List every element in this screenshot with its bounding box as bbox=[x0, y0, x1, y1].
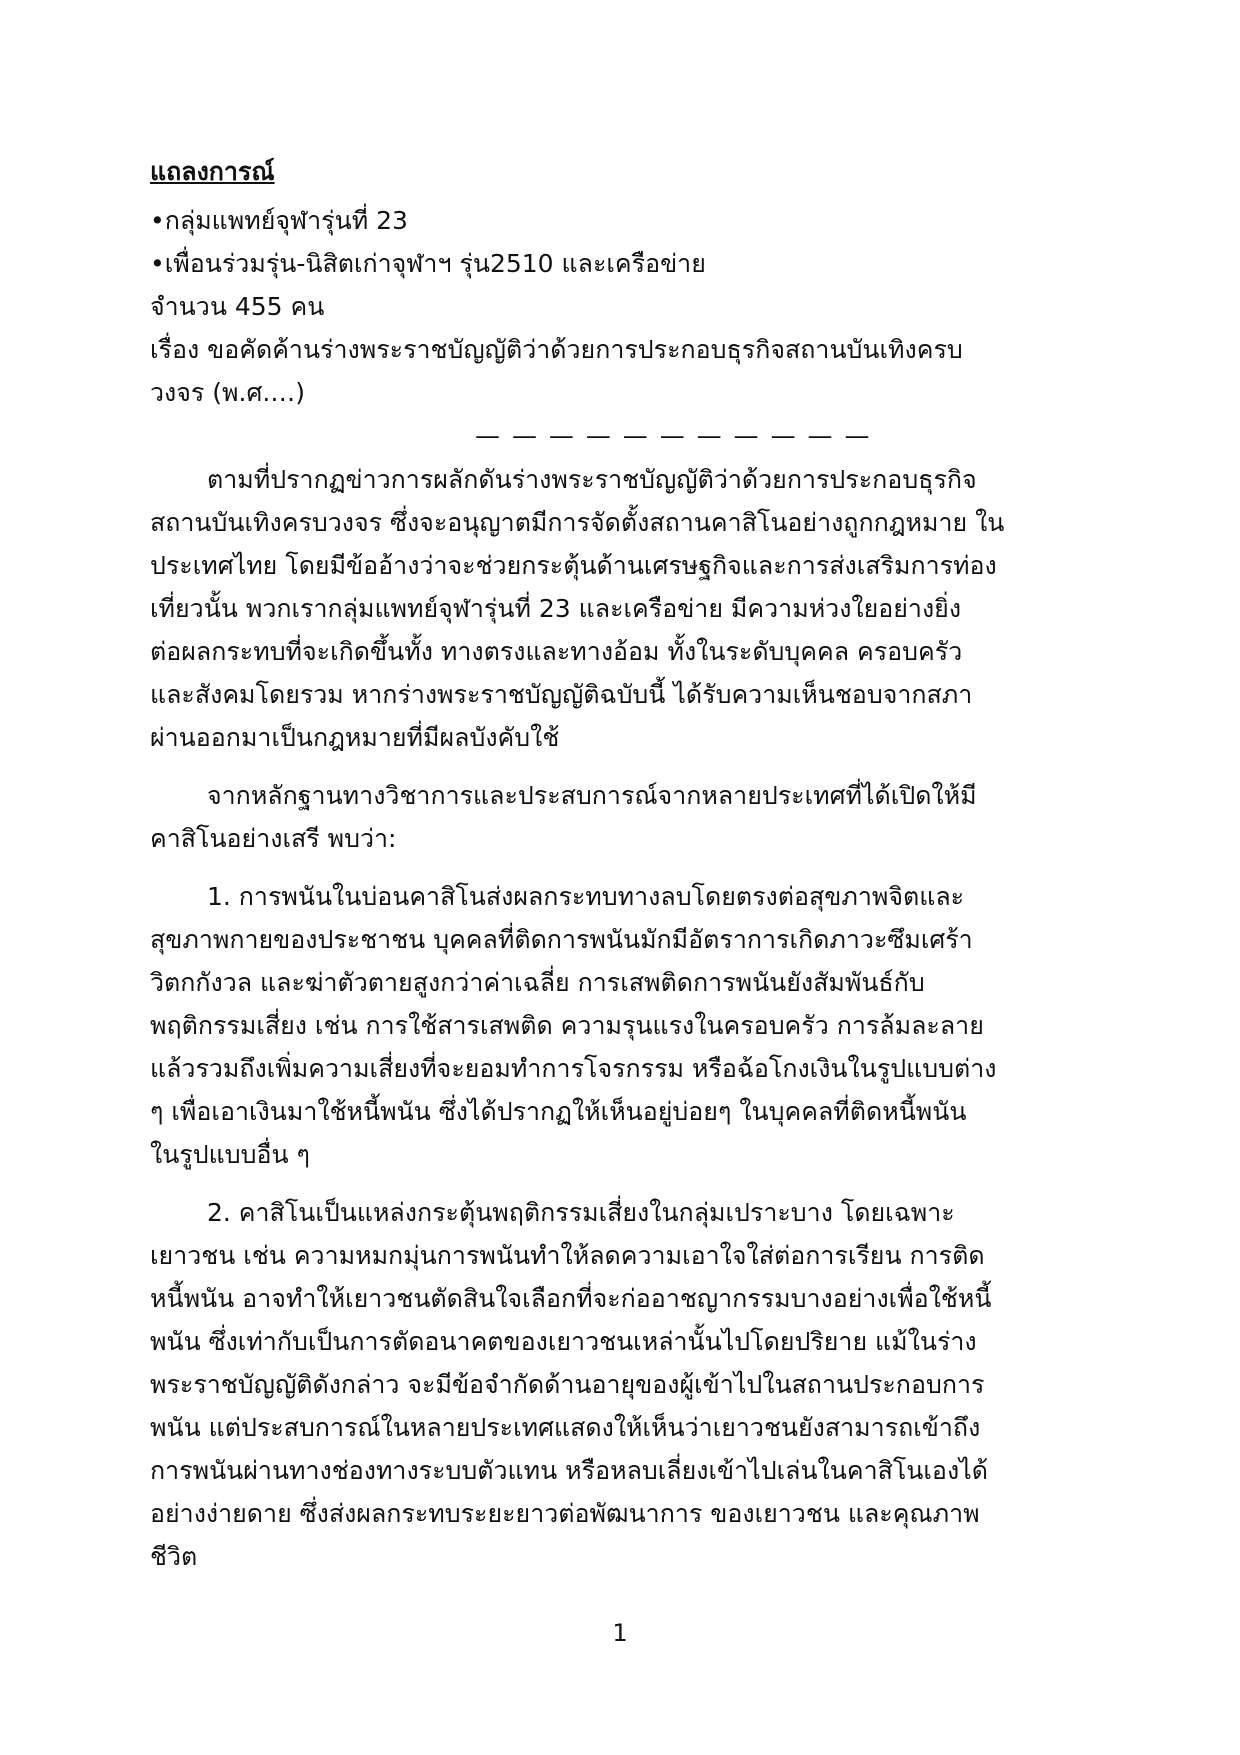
paragraph-point-1 bbox=[150, 875, 1085, 1176]
paragraph-intro bbox=[150, 458, 1085, 759]
paragraph-line: พนัน แต่ประสบการณ์ในหลายประเทศแสดงให้เห็นว่าเยาวชนยังสามารถเข้าถึง bbox=[150, 1413, 981, 1442]
paragraph-line: วิตกกังวล และฆ่าตัวตายสูงกว่าค่าเฉลี่ย การเสพติดการพนันยังสัมพันธ์กับ bbox=[150, 968, 925, 997]
paragraph-line: พนัน ซึ่งเท่ากับเป็นการตัดอนาคตของเยาวชนเหล่านั้นไปโดยปริยาย แม้ในร่าง bbox=[150, 1327, 977, 1356]
paragraph-line: ๆ เพื่อเอาเงินมาใช้หนี้พนัน ซึ่งได้ปรากฏให้เห็นอยู่บ่อยๆ ในบุคคลที่ติดหนี้พนัน bbox=[150, 1097, 967, 1126]
paragraph-line: อย่างง่ายดาย ซึ่งส่งผลกระทบระยะยาวต่อพัฒนาการ ของเยาวชน และคุณภาพ bbox=[150, 1499, 980, 1528]
paragraph-line: คาสิโนอย่างเสรี พบว่า: bbox=[150, 824, 397, 853]
paragraph-line: จากหลักฐานทางวิชาการและประสบการณ์จากหลายประเทศที่ได้เปิดให้มี bbox=[207, 781, 977, 810]
paragraph-line: ประเทศไทย โดยมีข้ออ้างว่าจะช่วยกระตุ้นด้านเศรษฐกิจและการส่งเสริมการท่อง bbox=[150, 551, 997, 580]
paragraph-line: และสังคมโดยรวม หากร่างพระราชบัญญัติฉบับนี้ ได้รับความเห็นชอบจากสภา bbox=[150, 680, 973, 709]
page-number: 1 bbox=[612, 1619, 628, 1647]
paragraph-line: 1. การพนันในบ่อนคาสิโนส่งผลกระทบทางลบโดยตรงต่อสุขภาพจิตและ bbox=[207, 882, 965, 911]
paragraph-line: พฤติกรรมเสี่ยง เช่น การใช้สารเสพติด ความรุนแรงในครอบครัว การล้มละลาย bbox=[150, 1011, 984, 1040]
paragraph-line: 2. คาสิโนเป็นแหล่งกระตุ้นพฤติกรรมเสี่ยงในกลุ่มเปราะบาง โดยเฉพาะ bbox=[207, 1198, 955, 1227]
paragraph-line: หนี้พนัน อาจทำให้เยาวชนตัดสินใจเลือกที่จะก่ออาชญากรรมบางอย่างเพื่อใช้หนี้ bbox=[150, 1284, 992, 1313]
paragraph-line: ผ่านออกมาเป็นกฎหมายที่มีผลบังคับใช้ bbox=[150, 723, 560, 752]
paragraph-line: แล้วรวมถึงเพิ่มความเสี่ยงที่จะยอมทำการโจรกรรม หรือฉ้อโกงเงินในรูปแบบต่าง bbox=[150, 1054, 997, 1083]
header-block bbox=[150, 199, 1085, 414]
paragraph-line: ชีวิต bbox=[150, 1542, 198, 1571]
header-line: เรื่อง ขอคัดค้านร่างพระราชบัญญัติว่าด้วยการประกอบธุรกิจสถานบันเทิงครบ bbox=[150, 335, 963, 364]
paragraph-line: สถานบันเทิงครบวงจร ซึ่งจะอนุญาตมีการจัดตั้งสถานคาสิโนอย่างถูกกฎหมาย ใน bbox=[150, 508, 1005, 537]
document-body bbox=[150, 150, 1085, 1593]
header-line: จำนวน 455 คน bbox=[150, 292, 325, 321]
paragraph-line: สุขภาพกายของประชาชน บุคคลที่ติดการพนันมักมีอัตราการเกิดภาวะซึมเศร้า bbox=[150, 925, 973, 954]
paragraph-line: พระราชบัญญัติดังกล่าว จะมีข้อจำกัดด้านอายุของผู้เข้าไปในสถานประกอบการ bbox=[150, 1370, 985, 1399]
paragraph-line: การพนันผ่านทางช่องทางระบบตัวแทน หรือหลบเลี่ยงเข้าไปเล่นในคาสิโนเองได้ bbox=[150, 1456, 988, 1485]
paragraph-line: เยาวชน เช่น ความหมกมุ่นการพนันทำให้ลดความเอาใจใส่ต่อการเรียน การติด bbox=[150, 1241, 985, 1270]
paragraph-point-2 bbox=[150, 1191, 1085, 1578]
separator-dashes: — — — — — — — — — — — bbox=[475, 421, 872, 450]
header-line: •กลุ่มแพทย์จุฬารุ่นที่ 23 bbox=[150, 206, 408, 235]
paragraph-line: เที่ยวนั้น พวกเรากลุ่มแพทย์จุฬารุ่นที่ 23 และเครือข่าย มีความห่วงใยอย่างยิ่ง bbox=[150, 594, 962, 623]
header-line: •เพื่อนร่วมรุ่น-นิสิตเก่าจุฬาฯ รุ่น2510 และเครือข่าย bbox=[150, 249, 706, 278]
paragraph-line: ในรูปแบบอื่น ๆ bbox=[150, 1140, 310, 1169]
paragraph-evidence bbox=[150, 774, 1085, 860]
document-title: แถลงการณ์ bbox=[150, 157, 275, 186]
paragraph-line: ต่อผลกระทบที่จะเกิดขึ้นทั้ง ทางตรงและทางอ้อม ทั้งในระดับบุคคล ครอบครัว bbox=[150, 637, 963, 666]
paragraph-line: ตามที่ปรากฏข่าวการผลักดันร่างพระราชบัญญัติว่าด้วยการประกอบธุรกิจ bbox=[207, 465, 977, 494]
header-line: วงจร (พ.ศ.…) bbox=[150, 378, 306, 407]
